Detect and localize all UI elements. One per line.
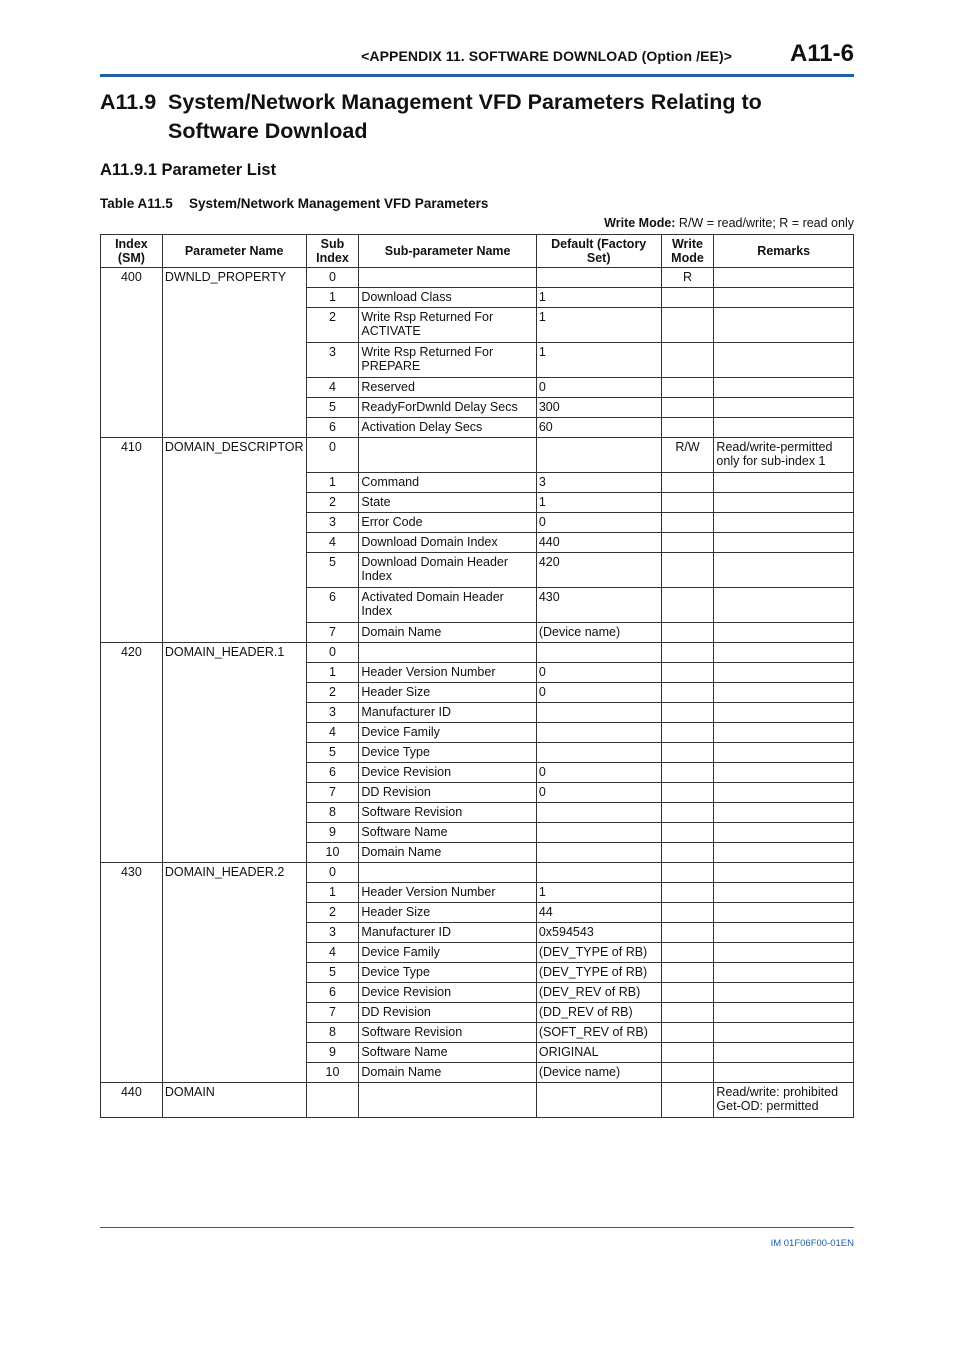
cell-sub-index: 10 (306, 1063, 359, 1083)
cell-sub-index: 0 (306, 643, 359, 663)
cell-sub-index: 2 (306, 308, 359, 343)
section-title (100, 88, 840, 146)
cell-sub-index: 8 (306, 803, 359, 823)
cell-sub-param-name (359, 268, 536, 288)
cell-default: 1 (536, 308, 661, 343)
cell-write-mode (661, 703, 714, 723)
page-header (100, 40, 854, 76)
cell-sub-index: 1 (306, 663, 359, 683)
cell-sub-param-name: Manufacturer ID (359, 923, 536, 943)
section-title-line1: System/Network Management VFD Parameters Relating to (168, 90, 762, 114)
cell-sub-param-name: Download Domain Index (359, 533, 536, 553)
cell-sub-param-name: Manufacturer ID (359, 703, 536, 723)
cell-default (536, 843, 661, 863)
cell-index: 440 (101, 1083, 163, 1118)
cell-remarks (714, 288, 854, 308)
cell-sub-index: 9 (306, 1043, 359, 1063)
cell-write-mode (661, 553, 714, 588)
write-mode-text: R/W = read/write; R = read only (675, 216, 854, 230)
cell-write-mode (661, 1043, 714, 1063)
cell-sub-param-name: Header Version Number (359, 663, 536, 683)
cell-default: 440 (536, 533, 661, 553)
cell-remarks (714, 683, 854, 703)
cell-default: (Device name) (536, 1063, 661, 1083)
cell-default (536, 643, 661, 663)
cell-sub-param-name: Software Revision (359, 1023, 536, 1043)
cell-param-name: DOMAIN_HEADER.2 (162, 863, 306, 1083)
cell-write-mode (661, 923, 714, 943)
col-sub-param-name: Sub-parameter Name (359, 235, 536, 268)
cell-default: (DD_REV of RB) (536, 1003, 661, 1023)
cell-remarks (714, 963, 854, 983)
cell-remarks (714, 663, 854, 683)
cell-default: 60 (536, 418, 661, 438)
parameter-table (100, 234, 854, 1118)
cell-sub-param-name: Download Class (359, 288, 536, 308)
cell-param-name: DOMAIN_HEADER.1 (162, 643, 306, 863)
cell-default: 0 (536, 683, 661, 703)
cell-default (536, 723, 661, 743)
subsection-title: A11.9.1 Parameter List (100, 161, 277, 179)
col-remarks: Remarks (714, 235, 854, 268)
cell-sub-index: 7 (306, 623, 359, 643)
cell-sub-index: 6 (306, 763, 359, 783)
cell-default (536, 438, 661, 473)
cell-sub-index: 4 (306, 378, 359, 398)
cell-default: (SOFT_REV of RB) (536, 1023, 661, 1043)
cell-sub-index: 2 (306, 683, 359, 703)
cell-write-mode (661, 473, 714, 493)
cell-sub-index: 9 (306, 823, 359, 843)
cell-default: (Device name) (536, 623, 661, 643)
cell-write-mode (661, 863, 714, 883)
table-row (101, 863, 854, 883)
cell-default: 1 (536, 493, 661, 513)
cell-default: 0 (536, 378, 661, 398)
table-row (101, 1083, 854, 1118)
cell-sub-param-name: Download Domain Header Index (359, 553, 536, 588)
cell-remarks (714, 803, 854, 823)
cell-remarks (714, 1023, 854, 1043)
cell-write-mode (661, 308, 714, 343)
col-param-name: Parameter Name (162, 235, 306, 268)
cell-write-mode (661, 588, 714, 623)
cell-sub-index: 6 (306, 983, 359, 1003)
cell-default: 3 (536, 473, 661, 493)
cell-sub-index: 10 (306, 843, 359, 863)
cell-remarks (714, 943, 854, 963)
cell-write-mode (661, 1023, 714, 1043)
cell-sub-param-name: Header Size (359, 683, 536, 703)
cell-sub-index: 1 (306, 883, 359, 903)
cell-sub-param-name: Device Family (359, 943, 536, 963)
cell-default: 0 (536, 513, 661, 533)
cell-sub-param-name: Reserved (359, 378, 536, 398)
cell-default: (DEV_REV of RB) (536, 983, 661, 1003)
cell-sub-param-name: Domain Name (359, 623, 536, 643)
cell-write-mode (661, 663, 714, 683)
cell-sub-index: 6 (306, 588, 359, 623)
cell-default: ORIGINAL (536, 1043, 661, 1063)
cell-remarks (714, 763, 854, 783)
cell-index: 430 (101, 863, 163, 1083)
cell-write-mode (661, 623, 714, 643)
cell-default: 1 (536, 343, 661, 378)
cell-write-mode (661, 1063, 714, 1083)
cell-default: 300 (536, 398, 661, 418)
cell-sub-param-name (359, 438, 536, 473)
cell-sub-param-name: Write Rsp Returned For PREPARE (359, 343, 536, 378)
cell-write-mode (661, 983, 714, 1003)
table-header-row (101, 235, 854, 268)
cell-sub-index: 3 (306, 703, 359, 723)
cell-param-name: DWNLD_PROPERTY (162, 268, 306, 438)
cell-write-mode (661, 843, 714, 863)
cell-sub-index: 8 (306, 1023, 359, 1043)
cell-default (536, 863, 661, 883)
cell-write-mode (661, 963, 714, 983)
cell-remarks: Read/write-permitted only for sub-index 1 (714, 438, 854, 473)
cell-sub-index: 0 (306, 268, 359, 288)
cell-write-mode: R/W (661, 438, 714, 473)
write-mode-note (604, 216, 854, 230)
cell-remarks (714, 843, 854, 863)
cell-remarks: Read/write: prohibited Get-OD: permitted (714, 1083, 854, 1118)
cell-remarks (714, 588, 854, 623)
cell-default (536, 743, 661, 763)
cell-sub-param-name: Error Code (359, 513, 536, 533)
table-caption (100, 196, 488, 211)
cell-sub-index: 0 (306, 863, 359, 883)
cell-sub-param-name: Software Revision (359, 803, 536, 823)
cell-default: 420 (536, 553, 661, 588)
cell-write-mode (661, 343, 714, 378)
page-number: A11-6 (789, 40, 854, 67)
cell-sub-param-name (359, 863, 536, 883)
cell-write-mode (661, 398, 714, 418)
cell-default (536, 268, 661, 288)
cell-remarks (714, 308, 854, 343)
cell-remarks (714, 703, 854, 723)
cell-sub-param-name: Header Size (359, 903, 536, 923)
cell-sub-index: 5 (306, 963, 359, 983)
cell-remarks (714, 743, 854, 763)
cell-sub-index: 3 (306, 923, 359, 943)
cell-default: (DEV_TYPE of RB) (536, 943, 661, 963)
cell-remarks (714, 923, 854, 943)
chapter-title: <APPENDIX 11. SOFTWARE DOWNLOAD (Option /EE)> (361, 48, 732, 64)
cell-remarks (714, 493, 854, 513)
cell-write-mode (661, 683, 714, 703)
section-number: A11.9 (100, 90, 157, 114)
cell-sub-param-name: Domain Name (359, 843, 536, 863)
cell-write-mode (661, 883, 714, 903)
cell-sub-index: 3 (306, 343, 359, 378)
col-sub-index: Sub Index (306, 235, 359, 268)
cell-sub-index: 4 (306, 533, 359, 553)
cell-write-mode (661, 723, 714, 743)
cell-sub-index: 5 (306, 743, 359, 763)
cell-default (536, 803, 661, 823)
cell-write-mode (661, 823, 714, 843)
cell-index: 400 (101, 268, 163, 438)
cell-default: 1 (536, 288, 661, 308)
cell-sub-index (306, 1083, 359, 1118)
cell-write-mode (661, 763, 714, 783)
cell-remarks (714, 473, 854, 493)
cell-write-mode (661, 943, 714, 963)
cell-write-mode (661, 493, 714, 513)
table-number: Table A11.5 (100, 196, 173, 211)
table-title: System/Network Management VFD Parameters (189, 196, 489, 211)
cell-remarks (714, 643, 854, 663)
cell-remarks (714, 553, 854, 588)
table-row (101, 268, 854, 288)
cell-sub-param-name: Domain Name (359, 1063, 536, 1083)
cell-remarks (714, 378, 854, 398)
cell-default: 0 (536, 783, 661, 803)
cell-remarks (714, 398, 854, 418)
cell-sub-index: 5 (306, 553, 359, 588)
cell-sub-index: 0 (306, 438, 359, 473)
cell-remarks (714, 1003, 854, 1023)
cell-sub-index: 7 (306, 1003, 359, 1023)
cell-write-mode (661, 513, 714, 533)
cell-default: 0 (536, 763, 661, 783)
cell-param-name: DOMAIN (162, 1083, 306, 1118)
cell-sub-index: 6 (306, 418, 359, 438)
cell-index: 420 (101, 643, 163, 863)
cell-default: 0 (536, 663, 661, 683)
cell-sub-index: 2 (306, 493, 359, 513)
cell-default: 0x594543 (536, 923, 661, 943)
cell-default: 430 (536, 588, 661, 623)
cell-default: (DEV_TYPE of RB) (536, 963, 661, 983)
cell-remarks (714, 823, 854, 843)
cell-remarks (714, 268, 854, 288)
cell-sub-param-name: Header Version Number (359, 883, 536, 903)
cell-sub-param-name: DD Revision (359, 1003, 536, 1023)
cell-write-mode (661, 903, 714, 923)
cell-default (536, 823, 661, 843)
cell-sub-param-name: Device Revision (359, 983, 536, 1003)
cell-default (536, 703, 661, 723)
cell-sub-param-name: Software Name (359, 1043, 536, 1063)
cell-sub-param-name (359, 1083, 536, 1118)
table-row (101, 643, 854, 663)
cell-write-mode (661, 1003, 714, 1023)
cell-param-name: DOMAIN_DESCRIPTOR (162, 438, 306, 643)
cell-remarks (714, 1043, 854, 1063)
cell-sub-param-name: Activation Delay Secs (359, 418, 536, 438)
cell-write-mode (661, 803, 714, 823)
cell-sub-index: 3 (306, 513, 359, 533)
cell-sub-index: 7 (306, 783, 359, 803)
cell-write-mode (661, 288, 714, 308)
cell-remarks (714, 513, 854, 533)
cell-remarks (714, 343, 854, 378)
footer-divider (100, 1227, 854, 1228)
cell-write-mode (661, 783, 714, 803)
cell-write-mode (661, 643, 714, 663)
col-default: Default (Factory Set) (536, 235, 661, 268)
cell-write-mode (661, 533, 714, 553)
col-index: Index (SM) (101, 235, 163, 268)
cell-write-mode (661, 418, 714, 438)
cell-sub-param-name: Write Rsp Returned For ACTIVATE (359, 308, 536, 343)
cell-write-mode: R (661, 268, 714, 288)
header-divider (100, 74, 854, 77)
cell-remarks (714, 723, 854, 743)
cell-sub-index: 4 (306, 943, 359, 963)
cell-remarks (714, 883, 854, 903)
cell-remarks (714, 983, 854, 1003)
cell-default: 44 (536, 903, 661, 923)
cell-sub-param-name: Device Revision (359, 763, 536, 783)
cell-sub-param-name: State (359, 493, 536, 513)
table-body (101, 268, 854, 1118)
cell-sub-index: 5 (306, 398, 359, 418)
cell-remarks (714, 418, 854, 438)
cell-sub-index: 1 (306, 473, 359, 493)
cell-write-mode (661, 743, 714, 763)
cell-write-mode (661, 378, 714, 398)
cell-sub-param-name: Device Family (359, 723, 536, 743)
cell-sub-param-name: Device Type (359, 963, 536, 983)
table-row (101, 438, 854, 473)
cell-sub-param-name: ReadyForDwnld Delay Secs (359, 398, 536, 418)
col-write-mode: Write Mode (661, 235, 714, 268)
cell-remarks (714, 863, 854, 883)
cell-sub-index: 1 (306, 288, 359, 308)
cell-sub-param-name: Activated Domain Header Index (359, 588, 536, 623)
cell-remarks (714, 783, 854, 803)
cell-sub-param-name: DD Revision (359, 783, 536, 803)
cell-remarks (714, 623, 854, 643)
cell-sub-param-name: Device Type (359, 743, 536, 763)
cell-sub-index: 4 (306, 723, 359, 743)
cell-default (536, 1083, 661, 1118)
cell-remarks (714, 533, 854, 553)
cell-sub-index: 2 (306, 903, 359, 923)
document-number: IM 01F06F00-01EN (770, 1238, 854, 1249)
cell-sub-param-name: Command (359, 473, 536, 493)
section-title-line2: Software Download (168, 119, 368, 143)
write-mode-label: Write Mode: (604, 216, 676, 230)
cell-write-mode (661, 1083, 714, 1118)
cell-default: 1 (536, 883, 661, 903)
cell-sub-param-name (359, 643, 536, 663)
cell-remarks (714, 903, 854, 923)
cell-remarks (714, 1063, 854, 1083)
cell-index: 410 (101, 438, 163, 643)
cell-sub-param-name: Software Name (359, 823, 536, 843)
